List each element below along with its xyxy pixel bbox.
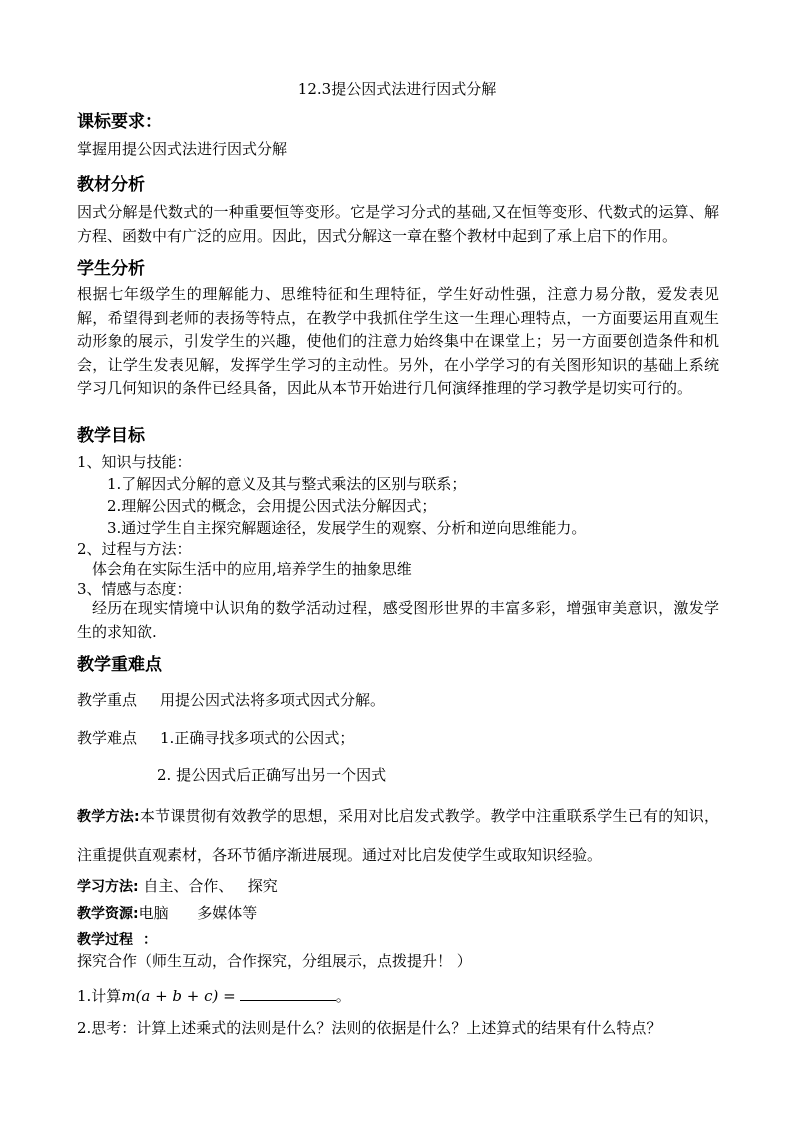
focus-text: 用提公因式法将多项式因式分解。 xyxy=(160,691,386,709)
students-text: 根据七年级学生的理解能力、思维特征和生理特征，学生好动性强，注意力易分散，爱发表见解，希望得到老师的表扬等特点，在教学中我抓住学生这一生理心理特点，一方面要运用直观生动形象的展示，引发学生的兴趣，使他们的注意力始终集中在课堂上；另一方面要创造条件和机会，让学生发表见解，发挥学生学习的主动性。另外，在小学学习的有关图形知识的基础上系统学习几何知识的条件已经具备，因此从本节开始进行几何演绎推理的学习教学是切实可行的。 xyxy=(77,285,719,397)
emotion-title: 3、情感与态度： xyxy=(77,580,192,598)
emotion-text: 经历在现实情境中认识角的数学活动过程，感受图形世界的丰富多彩，增强审美意识，激发学生的求知欲. xyxy=(77,599,719,641)
knowledge-item-2: 2.理解公因式的概念，会用提公因式法分解因式； xyxy=(107,497,437,515)
material-heading: 教材分析 xyxy=(77,175,145,195)
teaching-process-colon: ： xyxy=(143,932,157,948)
key-difficult-heading: 教学重难点 xyxy=(77,655,162,675)
teaching-method xyxy=(77,797,719,874)
teaching-resources-text: 电脑 多媒体等 xyxy=(138,904,258,922)
answer-blank[interactable] xyxy=(240,988,336,1001)
teaching-method-label: 教学方法: xyxy=(77,809,140,825)
difficulty-label: 教学难点 xyxy=(77,729,138,747)
focus-label: 教学重点 xyxy=(77,691,138,709)
teaching-process xyxy=(77,929,157,949)
process-method-title: 2、过程与方法： xyxy=(77,540,192,558)
learning-method-text: 自主、合作、 探究 xyxy=(143,877,278,895)
question-1 xyxy=(77,985,351,1006)
question-1-suffix: 。 xyxy=(335,987,351,1005)
question-2: 2.思考：计算上述乘式的法则是什么？法则的依据是什么？上述算式的结果有什么特点？ xyxy=(77,1019,662,1037)
document-title: 12.3提公因式法进行因式分解 xyxy=(297,80,497,98)
teaching-resources xyxy=(77,902,257,923)
process-intro: 探究合作（师生互动，合作探究，分组展示，点拨提升！ ） xyxy=(77,952,472,970)
goals-heading: 教学目标 xyxy=(77,426,145,446)
students-heading: 学生分析 xyxy=(77,259,145,279)
curriculum-text: 掌握用提公因式法进行因式分解 xyxy=(77,140,288,158)
question-1-expression: m(a + b + c) = xyxy=(121,987,236,1005)
curriculum-heading: 课标要求： xyxy=(77,112,162,132)
process-method-text: 体会角在实际生活中的应用,培养学生的抽象思维 xyxy=(92,560,412,578)
knowledge-item-3: 3.通过学生自主探究解题途径，发展学生的观察、分析和逆向思维能力。 xyxy=(107,519,587,537)
difficulty-item-1: 1.正确寻找多项式的公因式； xyxy=(160,729,355,747)
knowledge-item-1: 1.了解因式分解的意义及其与整式乘法的区别与联系； xyxy=(107,475,467,493)
teaching-process-label: 教学过程 xyxy=(77,932,133,948)
teaching-method-text: 本节课贯彻有效教学的思想，采用对比启发式教学。教学中注重联系学生已有的知识，注重提供直观素材，各环节循序渐进展现。通过对比启发使学生或取知识经验。 xyxy=(77,807,719,864)
learning-method-label: 学习方法: xyxy=(77,879,139,895)
question-1-prefix: 1.计算 xyxy=(77,987,122,1005)
teaching-resources-label: 教学资源: xyxy=(77,906,139,922)
material-text: 因式分解是代数式的一种重要恒等变形。它是学习分式的基础,又在恒等变形、代数式的运算、解方程、函数中有广泛的应用。因此，因式分解这一章在整个教材中起到了承上启下的作用。 xyxy=(77,203,719,245)
knowledge-skills-title: 1、知识与技能： xyxy=(77,453,192,471)
difficulty-item-2: 2. 提公因式后正确写出另一个因式 xyxy=(157,766,387,784)
learning-method xyxy=(77,875,278,896)
